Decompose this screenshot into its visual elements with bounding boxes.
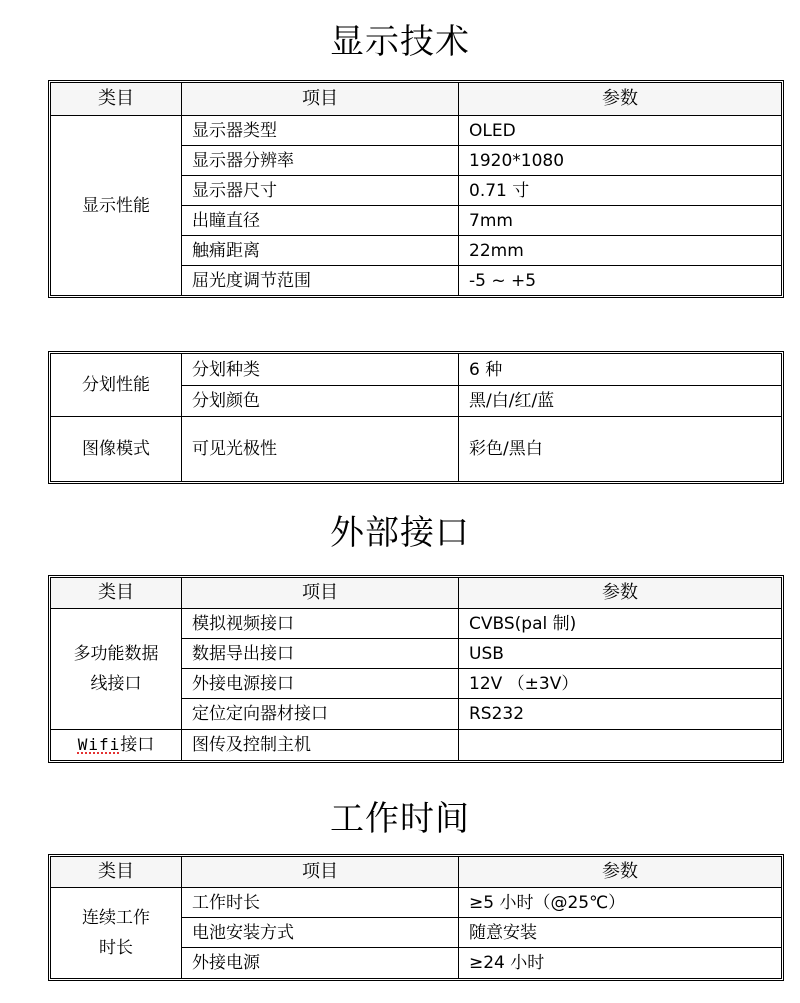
category-line: 连续工作 xyxy=(82,908,150,928)
item-cell: 屈光度调节范围 xyxy=(182,266,459,295)
item-cell: 出瞳直径 xyxy=(182,206,459,236)
wifi-label: Wifi xyxy=(77,735,121,754)
item-cell: 显示器分辨率 xyxy=(182,146,459,176)
item-cell: 外接电源接口 xyxy=(182,669,459,699)
item-cell: 模拟视频接口 xyxy=(182,609,459,639)
interface-spec-table xyxy=(48,575,784,763)
item-cell: 显示器类型 xyxy=(182,116,459,146)
value-cell: 12V （±3V） xyxy=(459,669,781,699)
header-item: 项目 xyxy=(182,857,459,888)
header-category: 类目 xyxy=(51,578,182,609)
value-cell: 彩色/黑白 xyxy=(469,439,543,459)
category-line: 线接口 xyxy=(90,674,142,694)
item-cell: 工作时长 xyxy=(182,888,459,918)
section-title-interface: 外部接口 xyxy=(330,513,470,553)
item-cell: 分划种类 xyxy=(182,354,459,386)
section-title-working: 工作时间 xyxy=(330,799,470,839)
value-cell: 7mm xyxy=(459,206,781,236)
value-cell: -5 ~ +5 xyxy=(469,270,537,291)
item-cell: 图传及控制主机 xyxy=(182,730,459,760)
item-cell: 外接电源 xyxy=(182,948,459,978)
value-cell: CVBS(pal 制) xyxy=(459,609,781,639)
value-cell: ≥24 小时 xyxy=(469,953,545,973)
value-cell: 黑/白/红/蓝 xyxy=(459,386,781,417)
item-cell: 触痛距离 xyxy=(182,236,459,266)
header-category: 类目 xyxy=(51,83,182,116)
value-cell: 随意安装 xyxy=(459,918,781,948)
category-cell: 图像模式 xyxy=(51,417,182,481)
item-cell: 数据导出接口 xyxy=(182,639,459,669)
value-cell: 0.71 寸 xyxy=(459,176,781,206)
header-category: 类目 xyxy=(51,857,182,888)
value-cell: OLED xyxy=(459,116,781,146)
category-suffix: 接口 xyxy=(120,735,155,755)
item-cell: 显示器尺寸 xyxy=(182,176,459,206)
value-cell: RS232 xyxy=(459,699,781,730)
item-cell: 电池安装方式 xyxy=(182,918,459,948)
section-title-display: 显示技术 xyxy=(330,22,470,62)
value-cell: 1920*1080 xyxy=(459,146,781,176)
category-cell: 显示性能 xyxy=(51,116,182,295)
category-cell xyxy=(51,730,182,760)
category-cell xyxy=(51,609,182,730)
category-line: 时长 xyxy=(99,938,133,958)
header-param: 参数 xyxy=(459,578,781,609)
value-cell: ≥5 小时（@25℃） xyxy=(459,888,781,918)
working-spec-table xyxy=(48,854,784,981)
item-cell: 可见光极性 xyxy=(182,417,459,481)
header-item: 项目 xyxy=(182,83,459,116)
reticle-spec-table xyxy=(48,351,784,484)
category-line: 多功能数据 xyxy=(73,644,159,664)
value-cell: 22mm xyxy=(459,236,781,266)
value-cell: USB xyxy=(459,639,781,669)
category-cell: 分划性能 xyxy=(51,354,182,417)
header-item: 项目 xyxy=(182,578,459,609)
header-param: 参数 xyxy=(459,83,781,116)
item-cell: 定位定向器材接口 xyxy=(182,699,459,730)
item-cell: 分划颜色 xyxy=(182,386,459,417)
value-cell: 6 种 xyxy=(459,354,781,386)
category-cell xyxy=(51,888,182,978)
display-spec-table xyxy=(48,80,784,298)
value-cell xyxy=(459,730,781,760)
header-param: 参数 xyxy=(459,857,781,888)
